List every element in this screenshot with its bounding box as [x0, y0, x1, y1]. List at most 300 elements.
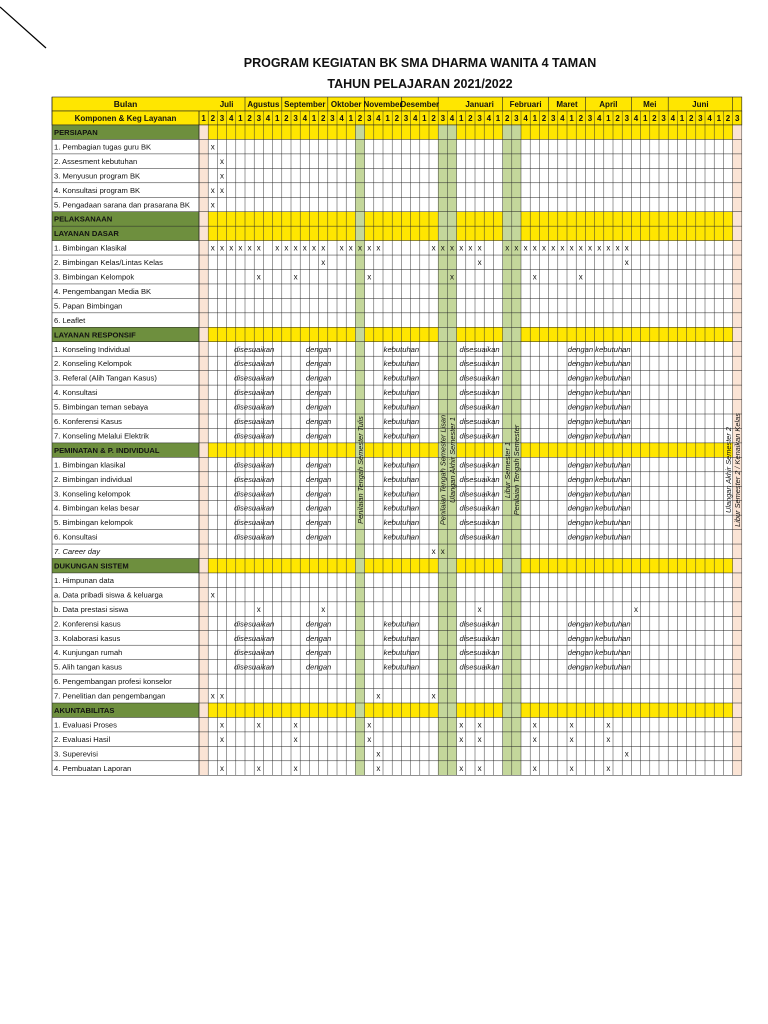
section-band-cell	[282, 125, 291, 139]
section-band-cell	[328, 559, 337, 573]
section-band-cell	[245, 125, 254, 139]
section-band-cell	[282, 212, 291, 226]
section-band-cell	[420, 703, 429, 717]
check-mark: x	[450, 243, 454, 253]
check-mark: x	[339, 243, 344, 253]
month-label-oktober: Oktober	[330, 100, 362, 109]
section-band-cell	[613, 327, 622, 341]
section-band-cell	[576, 125, 585, 139]
week-number: 4	[633, 114, 639, 123]
section-band-cell	[227, 559, 236, 573]
section-band-cell	[208, 226, 217, 240]
section-band-cell	[595, 443, 604, 457]
section-band-cell	[705, 559, 714, 573]
section-band-cell	[263, 212, 272, 226]
section-band-cell	[604, 559, 613, 573]
section-band-cell	[227, 327, 236, 341]
week-number: 3	[587, 114, 593, 123]
schedule-note: disesuaikan	[459, 373, 500, 383]
section-band-cell	[567, 559, 576, 573]
schedule-note: kebutuhan	[383, 344, 420, 354]
section-band-cell	[659, 226, 668, 240]
row-label: PELAKSANAAN	[54, 214, 113, 224]
section-band-cell	[374, 327, 383, 341]
schedule-note: dengan	[305, 619, 332, 629]
week-number: 2	[320, 114, 326, 123]
section-band-cell	[236, 212, 245, 226]
schedule-note: disesuaikan	[234, 460, 275, 470]
check-mark: x	[624, 258, 629, 268]
section-band-cell	[714, 559, 723, 573]
check-mark: x	[220, 720, 224, 730]
week-number: 2	[578, 114, 584, 123]
check-mark: x	[312, 243, 316, 253]
section-band-cell	[300, 703, 309, 717]
section-band-cell	[631, 559, 640, 573]
week-number: 1	[495, 114, 501, 123]
section-band-cell	[558, 703, 567, 717]
row-label: 5. Alih tangan kasus	[54, 662, 122, 672]
section-band-cell	[696, 125, 705, 139]
section-band-cell	[227, 226, 236, 240]
section-band-cell	[383, 226, 392, 240]
section-band-cell	[641, 212, 650, 226]
week-number: 1	[201, 114, 206, 123]
week-number: 3	[330, 114, 335, 123]
section-band-cell	[254, 327, 263, 341]
section-band-cell	[576, 212, 585, 226]
row-label: 4. Bimbingan kelas besar	[54, 503, 140, 513]
section-band-cell	[659, 443, 668, 457]
schedule-note: disesuaikan	[459, 359, 500, 369]
schedule-note: dengan	[305, 489, 332, 499]
section-band-cell	[319, 212, 328, 226]
section-band-cell	[374, 212, 383, 226]
section-band-cell	[714, 212, 723, 226]
schedule-note: dengan kebutuhan	[567, 518, 631, 528]
section-band-cell	[245, 703, 254, 717]
section-band-cell	[254, 443, 263, 457]
section-band-cell	[493, 327, 502, 341]
section-band-cell	[539, 327, 548, 341]
document-subtitle: TAHUN PELAJARAN 2021/2022	[327, 77, 513, 91]
check-mark: x	[210, 691, 215, 701]
schedule-note: dengan	[305, 474, 332, 484]
week-number: 1	[642, 114, 648, 123]
section-band-cell	[659, 559, 668, 573]
section-band-cell	[227, 703, 236, 717]
schedule-note: disesuaikan	[234, 474, 275, 484]
section-band-cell	[475, 327, 484, 341]
section-band-cell	[466, 125, 475, 139]
check-mark: x	[220, 734, 224, 744]
section-band-cell	[613, 443, 622, 457]
check-mark: x	[376, 763, 381, 773]
check-mark: x	[440, 243, 445, 253]
schedule-note: dengan kebutuhan	[567, 373, 631, 383]
check-mark: x	[551, 243, 556, 253]
vertical-label: Ulangan Akhir Semester 1	[447, 417, 457, 503]
schedule-note: disesuaikan	[459, 417, 500, 426]
section-band-cell	[236, 226, 245, 240]
section-band-cell	[254, 703, 263, 717]
section-band-cell	[604, 327, 613, 341]
check-mark: x	[477, 604, 482, 614]
section-band-cell	[273, 212, 282, 226]
week-number: 2	[247, 114, 252, 123]
section-band-cell	[723, 212, 732, 226]
section-band-cell	[309, 327, 318, 341]
schedule-note: disesuaikan	[459, 518, 500, 528]
section-band-cell	[457, 559, 466, 573]
schedule-note: dengan	[305, 359, 332, 369]
week-number: 1	[348, 114, 354, 123]
schedule-note: disesuaikan	[234, 633, 275, 643]
section-band-cell	[650, 226, 659, 240]
section-band-cell	[236, 125, 245, 139]
section-band-cell	[576, 443, 585, 457]
week-number: 3	[219, 114, 225, 123]
section-band-cell	[411, 327, 420, 341]
section-band-cell	[457, 212, 466, 226]
section-band-cell	[622, 703, 631, 717]
check-mark: x	[210, 142, 215, 152]
section-band-cell	[383, 703, 392, 717]
check-mark: x	[459, 763, 464, 773]
section-band-cell	[300, 443, 309, 457]
schedule-note: disesuaikan	[459, 633, 500, 643]
row-label: 5. Pengadaan sarana dan prasarana BK	[54, 200, 190, 210]
row-label: 1. Himpunan data	[54, 575, 114, 585]
check-mark: x	[220, 691, 224, 701]
section-band-cell	[567, 125, 576, 139]
section-band-cell	[668, 212, 677, 226]
schedule-note: disesuaikan	[234, 518, 275, 528]
section-band-cell	[273, 226, 282, 240]
section-band-cell	[558, 226, 567, 240]
week-number: 2	[210, 114, 216, 123]
schedule-note: dengan kebutuhan	[567, 417, 631, 426]
schedule-note: dengan	[305, 402, 332, 412]
section-band-cell	[493, 226, 502, 240]
section-band-cell	[365, 703, 374, 717]
row-label: 3. Konseling kelompok	[54, 489, 131, 499]
section-band-cell	[705, 125, 714, 139]
section-band-cell	[595, 226, 604, 240]
schedule-note: disesuaikan	[234, 662, 275, 672]
section-band-cell	[687, 443, 696, 457]
section-band-cell	[291, 327, 300, 341]
vertical-label: Ulangan Akhir Semester 2	[723, 427, 733, 513]
week-number: 4	[523, 114, 528, 123]
section-band-cell	[530, 226, 539, 240]
schedule-note: kebutuhan	[383, 503, 420, 513]
section-band-cell	[328, 125, 337, 139]
section-band-cell	[484, 125, 493, 139]
section-band-cell	[650, 212, 659, 226]
check-mark: x	[247, 243, 252, 253]
row-label: 5. Bimbingan teman sebaya	[54, 402, 149, 412]
schedule-note: dengan kebutuhan	[567, 402, 631, 412]
row-label: 2. Evaluasi Hasil	[54, 734, 111, 744]
section-band-cell	[558, 443, 567, 457]
section-band-cell	[641, 703, 650, 717]
section-band-cell	[631, 125, 640, 139]
section-band-cell	[346, 327, 355, 341]
section-band-cell	[650, 443, 659, 457]
section-band-cell	[457, 226, 466, 240]
schedule-note: dengan	[305, 648, 332, 658]
check-mark: x	[431, 243, 436, 253]
check-mark: x	[293, 243, 298, 253]
check-mark: x	[477, 720, 482, 730]
section-band-cell	[530, 703, 539, 717]
section-band-cell	[521, 125, 530, 139]
section-band-cell	[687, 327, 696, 341]
section-band-cell	[319, 559, 328, 573]
schedule-note: disesuaikan	[234, 619, 275, 629]
section-band-cell	[539, 226, 548, 240]
check-mark: x	[588, 243, 592, 253]
week-number: 1	[422, 114, 427, 123]
section-band-cell	[530, 559, 539, 573]
section-band-cell	[365, 559, 374, 573]
section-band-cell	[585, 226, 594, 240]
section-band-cell	[475, 703, 484, 717]
week-number: 3	[698, 114, 703, 123]
schedule-note: kebutuhan	[383, 648, 420, 658]
section-band-cell	[705, 443, 714, 457]
month-label-april: April	[599, 100, 618, 109]
section-band-cell	[245, 226, 254, 240]
check-mark: x	[220, 243, 224, 253]
section-band-cell	[641, 559, 650, 573]
section-band-cell	[714, 327, 723, 341]
row-label: 1. Evaluasi Proses	[54, 720, 117, 730]
check-mark: x	[376, 243, 381, 253]
check-mark: x	[321, 258, 326, 268]
check-mark: x	[293, 272, 298, 282]
check-mark: x	[597, 243, 602, 253]
section-band-cell	[392, 212, 401, 226]
check-mark: x	[578, 243, 583, 253]
check-mark: x	[569, 243, 574, 253]
section-band-cell	[300, 125, 309, 139]
week-number: 3	[293, 114, 298, 123]
check-mark: x	[523, 243, 528, 253]
section-band-cell	[346, 443, 355, 457]
section-band-cell	[291, 559, 300, 573]
section-band-cell	[521, 226, 530, 240]
row-label: 3. Bimbingan Kelompok	[54, 272, 135, 282]
section-band-cell	[401, 125, 410, 139]
week-number: 4	[228, 114, 234, 123]
section-band-cell	[300, 559, 309, 573]
row-label: 2. Bimbingan Kelas/Lintas Kelas	[54, 258, 163, 268]
section-band-cell	[484, 443, 493, 457]
row-label: 6. Konsultasi	[54, 532, 98, 542]
schedule-note: kebutuhan	[383, 489, 420, 499]
week-number: 1	[606, 114, 611, 123]
section-band-cell	[457, 327, 466, 341]
check-mark: x	[293, 763, 298, 773]
check-mark: x	[606, 734, 611, 744]
section-band-cell	[631, 226, 640, 240]
section-band-cell	[401, 559, 410, 573]
section-band-cell	[558, 125, 567, 139]
check-mark: x	[459, 720, 464, 730]
schedule-note: dengan	[305, 633, 332, 643]
schedule-note: disesuaikan	[459, 431, 500, 441]
schedule-note: disesuaikan	[459, 460, 500, 470]
row-label: AKUNTABILITAS	[54, 706, 115, 715]
month-label-januari: Januari	[465, 100, 494, 109]
section-band-cell	[622, 125, 631, 139]
row-label: a. Data pribadi siswa & keluarga	[54, 590, 163, 600]
week-number: 4	[412, 114, 418, 123]
week-number: 1	[385, 114, 390, 123]
section-band-cell	[328, 443, 337, 457]
check-mark: x	[302, 243, 307, 253]
section-band-cell	[714, 443, 723, 457]
section-band-cell	[484, 327, 493, 341]
section-band-cell	[631, 443, 640, 457]
vertical-label: Libur Semester 1	[503, 441, 512, 499]
section-band-cell	[622, 559, 631, 573]
row-label: 6. Leaflet	[54, 315, 86, 325]
check-mark: x	[210, 590, 215, 600]
section-band-cell	[631, 327, 640, 341]
section-band-cell	[466, 226, 475, 240]
section-band-cell	[300, 212, 309, 226]
row-label: 7. Career day	[54, 547, 101, 557]
section-band-cell	[411, 212, 420, 226]
section-band-cell	[613, 125, 622, 139]
section-band-cell	[484, 212, 493, 226]
section-band-cell	[567, 212, 576, 226]
month-label-juli: Juli	[219, 100, 234, 109]
schedule-note: disesuaikan	[459, 532, 500, 542]
week-number: 3	[403, 114, 409, 123]
check-mark: x	[569, 720, 574, 730]
week-number: 1	[311, 114, 317, 123]
section-band-cell	[365, 212, 374, 226]
row-label: 3. Referal (Alih Tangan Kasus)	[54, 373, 157, 383]
section-band-cell	[595, 327, 604, 341]
section-band-cell	[374, 443, 383, 457]
section-band-cell	[567, 226, 576, 240]
row-label: PERSIAPAN	[54, 128, 98, 137]
schedule-note: disesuaikan	[234, 532, 275, 542]
section-band-cell	[208, 703, 217, 717]
week-number: 1	[238, 114, 243, 123]
week-number: 2	[541, 114, 547, 123]
section-band-cell	[723, 125, 732, 139]
schedule-note: kebutuhan	[383, 633, 420, 643]
section-band-cell	[484, 703, 493, 717]
schedule-note: dengan	[305, 373, 332, 383]
section-band-cell	[650, 559, 659, 573]
section-band-cell	[668, 226, 677, 240]
week-number: 2	[357, 114, 363, 123]
section-band-cell	[273, 703, 282, 717]
section-band-cell	[622, 212, 631, 226]
section-band-cell	[319, 125, 328, 139]
section-band-cell	[493, 212, 502, 226]
section-band-cell	[622, 443, 631, 457]
row-label: 4. Konsultasi program BK	[54, 185, 141, 195]
section-band-cell	[319, 703, 328, 717]
section-band-cell	[613, 703, 622, 717]
schedule-note: disesuaikan	[459, 648, 500, 658]
section-band-cell	[411, 559, 420, 573]
section-band-cell	[337, 226, 346, 240]
schedule-note: disesuaikan	[459, 662, 500, 672]
section-band-cell	[521, 559, 530, 573]
section-band-cell	[365, 125, 374, 139]
vertical-label: Penilaian Tengah Semester Lisan	[438, 414, 448, 526]
week-number: 2	[652, 114, 657, 123]
section-band-cell	[687, 559, 696, 573]
check-mark: x	[220, 171, 224, 181]
section-band-cell	[705, 212, 714, 226]
section-band-cell	[585, 125, 594, 139]
row-label: 4. Konsultasi	[54, 388, 98, 398]
row-label: 7. Penelitian dan pengembangan	[54, 691, 166, 701]
week-number: 3	[550, 114, 556, 123]
section-band-cell	[392, 703, 401, 717]
month-label-juni: Juni	[692, 100, 709, 109]
section-band-cell	[217, 443, 226, 457]
schedule-note: disesuaikan	[459, 402, 500, 412]
check-mark: x	[367, 734, 372, 744]
section-band-cell	[217, 125, 226, 139]
bulan-label: Bulan	[113, 99, 138, 109]
check-mark: x	[348, 243, 353, 253]
section-band-cell	[530, 125, 539, 139]
section-band-cell	[383, 443, 392, 457]
section-band-cell	[687, 125, 696, 139]
section-band-cell	[263, 443, 272, 457]
section-band-cell	[337, 327, 346, 341]
schedule-note: dengan kebutuhan	[567, 460, 631, 470]
schedule-note: dengan	[305, 518, 332, 528]
section-band-cell	[263, 703, 272, 717]
week-number: 1	[716, 114, 722, 123]
section-band-cell	[319, 327, 328, 341]
section-band-cell	[484, 226, 493, 240]
row-label: 1. Bimbingan klasikal	[54, 460, 126, 470]
section-band-cell	[696, 703, 705, 717]
section-band-cell	[319, 226, 328, 240]
schedule-note: disesuaikan	[234, 489, 275, 499]
section-band-cell	[549, 327, 558, 341]
section-band-cell	[245, 443, 254, 457]
schedule-note: disesuaikan	[234, 373, 275, 383]
section-band-cell	[677, 226, 686, 240]
week-number: 4	[486, 114, 492, 123]
section-band-cell	[466, 703, 475, 717]
month-label-november: November	[363, 100, 403, 109]
schedule-note: dengan kebutuhan	[567, 344, 631, 354]
section-band-cell	[208, 327, 217, 341]
section-band-cell	[457, 125, 466, 139]
schedule-note: dengan	[305, 417, 332, 426]
section-band-cell	[558, 327, 567, 341]
section-band-cell	[539, 559, 548, 573]
week-number: 3	[734, 114, 740, 123]
section-band-cell	[374, 559, 383, 573]
